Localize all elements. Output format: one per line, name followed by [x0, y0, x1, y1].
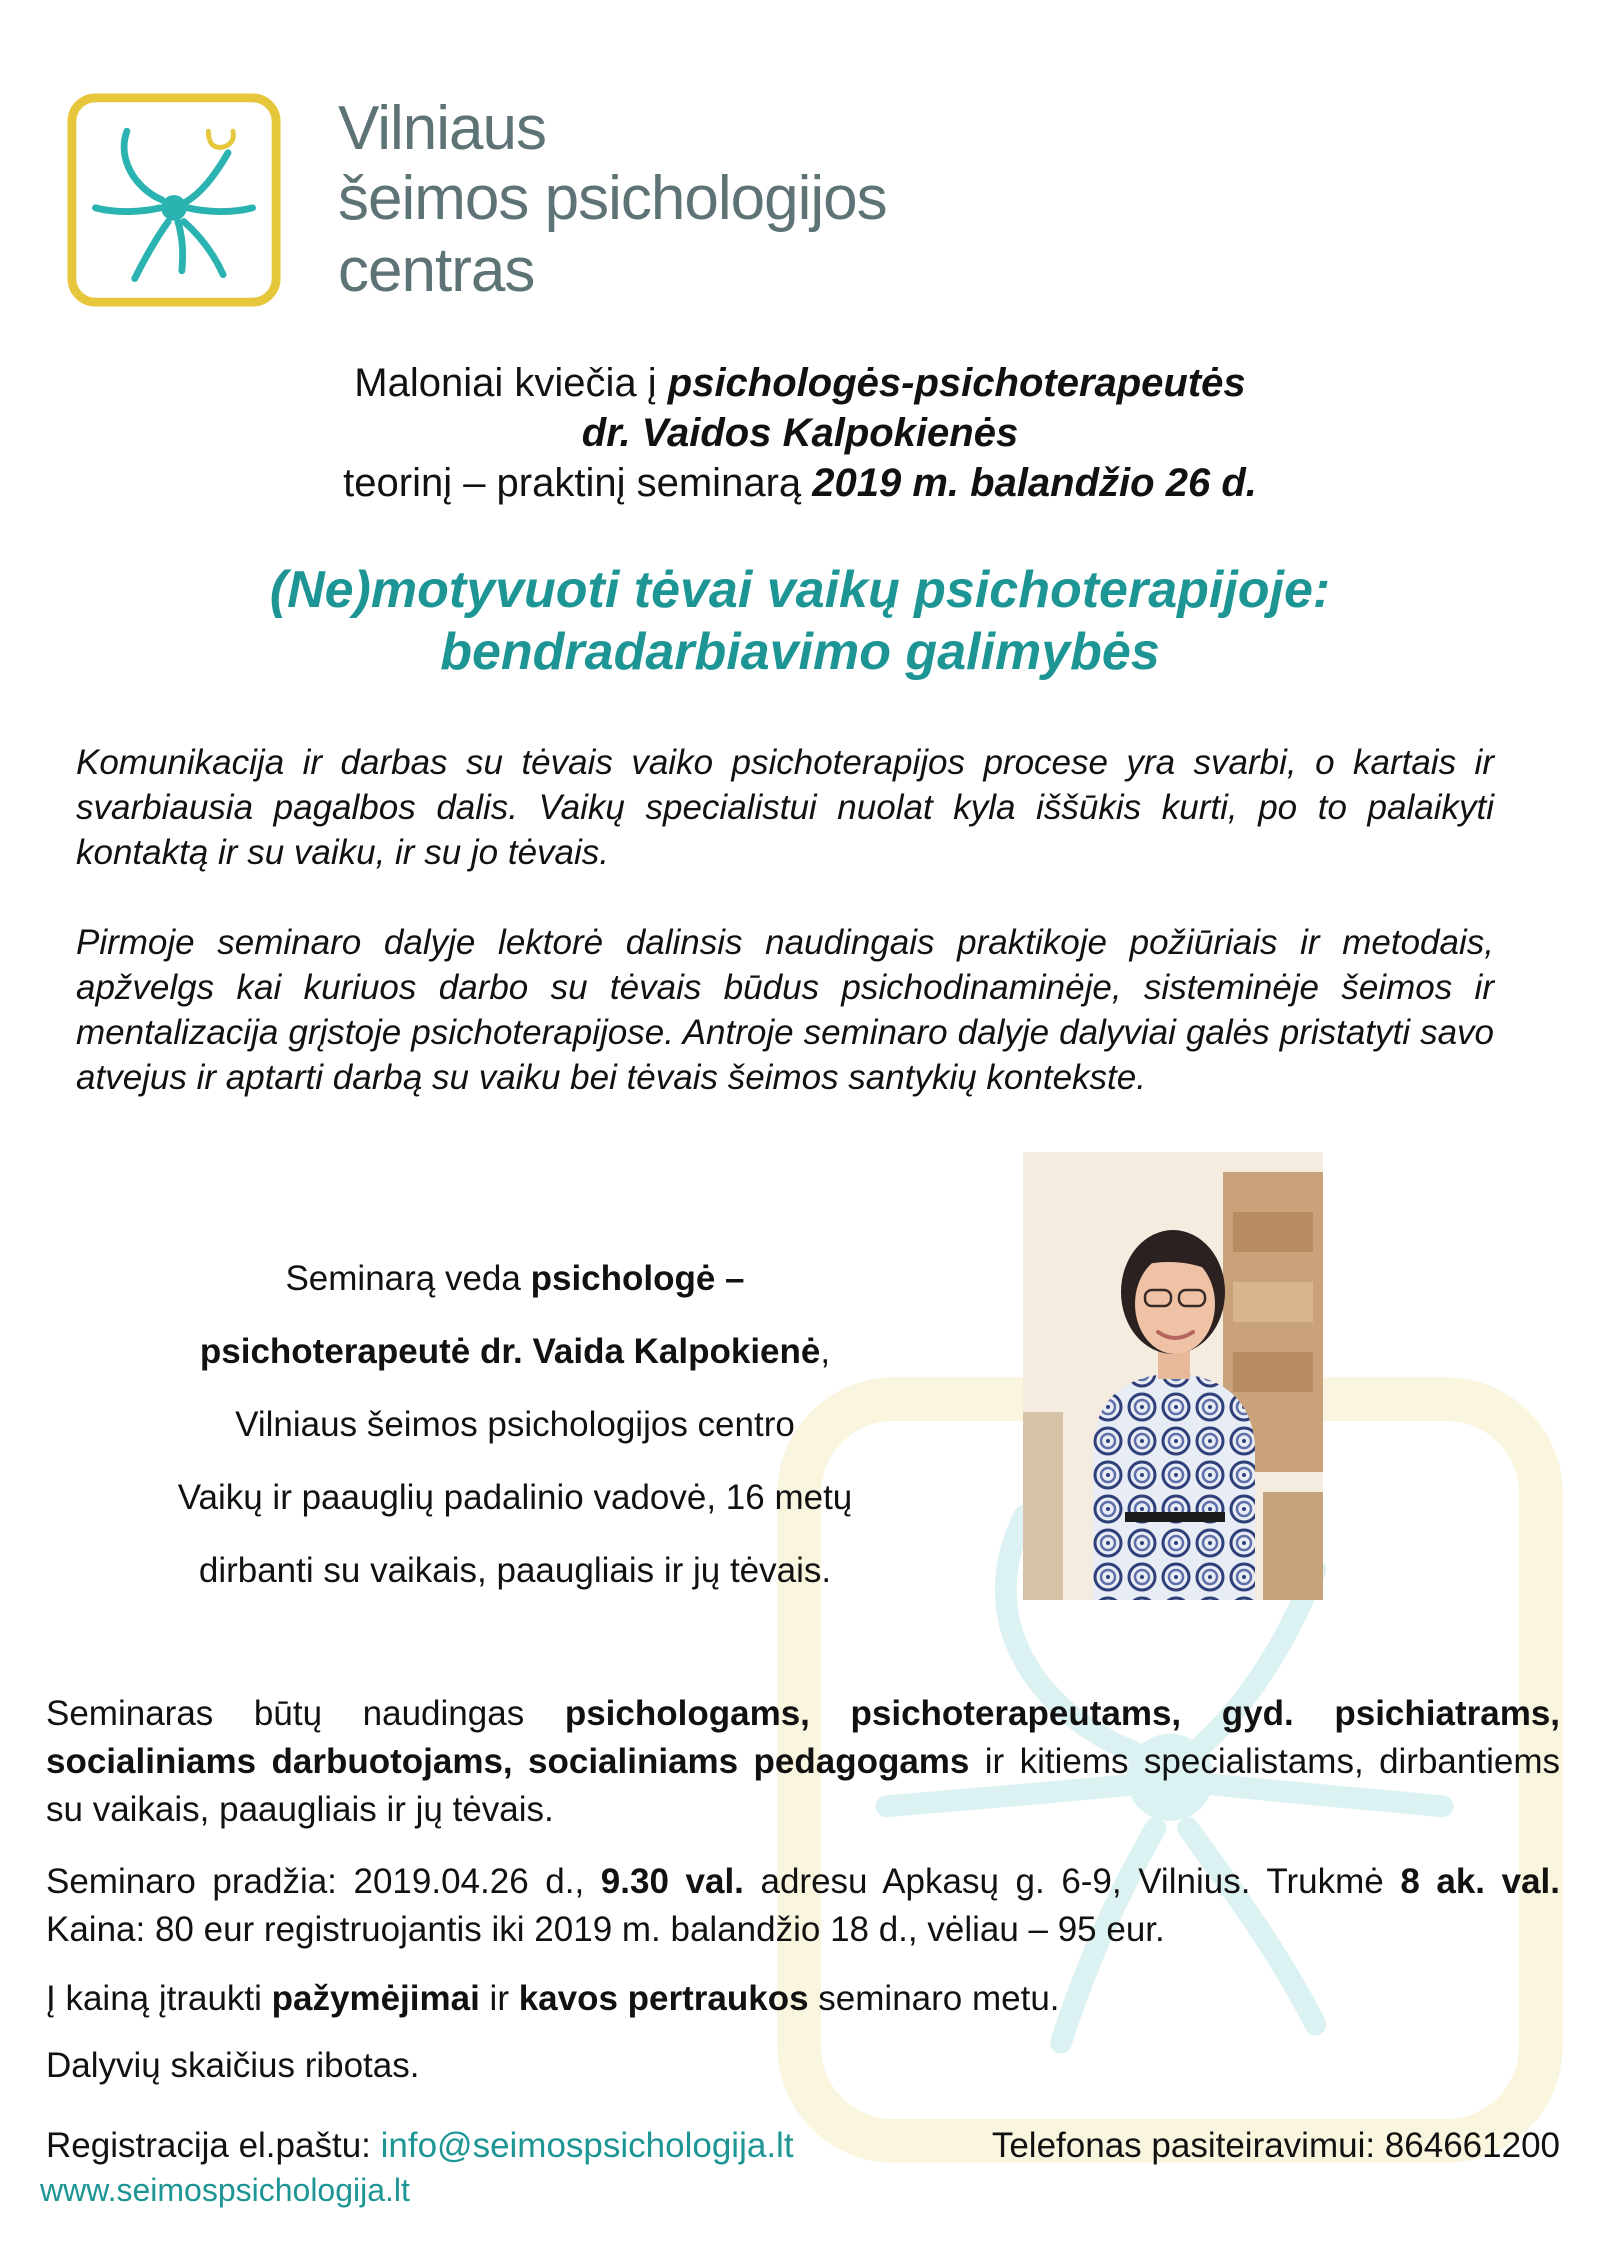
details-price: Kaina: 80 eur registruojantis iki 2019 m. balandžio 18 d., vėliau – 95 eur.: [46, 1910, 1165, 1949]
included-certificates: pažymėjimai: [271, 1979, 480, 2018]
details-address: adresu Apkasų g. 6-9, Vilnius. Trukmė: [743, 1862, 1401, 1901]
target-audience: [46, 1690, 1560, 1834]
seminar-title-line-2: bendradarbiavimo galimybės: [440, 623, 1160, 681]
invitation-date: 2019 m. balandžio 26 d.: [812, 461, 1257, 505]
lecturer-name: psichoterapeutė dr. Vaida Kalpokienė: [199, 1332, 821, 1371]
seminar-title-line-1: (Ne)motyvuoti tėvai vaikų psichoterapijoje:: [269, 561, 1331, 619]
invitation-seminar-text: teorinį – praktinį seminarą: [343, 461, 813, 505]
included-coffee-breaks: kavos pertraukos: [518, 1979, 809, 2018]
invitation-text: Maloniai kviečia į: [354, 361, 668, 405]
family-figure-logo-icon: [66, 92, 282, 308]
included-text: Į kainą įtraukti: [46, 1979, 272, 2018]
logo-text-line-2: šeimos psichologijos: [338, 164, 887, 233]
lecturer-comma: ,: [820, 1332, 831, 1371]
registration-label: Registracija el.paštu:: [46, 2126, 381, 2165]
registration-line: [46, 2122, 794, 2170]
price-includes: [46, 1975, 1560, 2023]
invitation-line-1: [0, 358, 1600, 408]
audience-text: Seminaras būtų naudingas: [46, 1694, 565, 1733]
description-paragraph-2: Pirmoje seminaro dalyje lektorė dalinsis naudingais praktikoje požiūriais ir metodais, apžvelgs kai kuriuos darbo su tėvais būdus psichodinaminėje, sisteminėje šeimos ir mentalizacija grįstoje psichoterapijose. Antroje seminaro dalyje dalyviai galės pristatyti savo atvejus ir aptarti darbą su vaiku bei tėvais šeimos santykių kontekste.: [76, 923, 1494, 1097]
seminar-details: [46, 1858, 1560, 1954]
lecturer-line-5: dirbanti su vaikais, paaugliais ir jų tėvais.: [198, 1551, 832, 1590]
lecturer-role: psichologė –: [530, 1259, 745, 1298]
included-text-end: seminaro metu.: [808, 1979, 1060, 2018]
lecturer-line-3: Vilniaus šeimos psichologijos centro: [235, 1405, 795, 1444]
invitation-lecturer-name: dr. Vaidos Kalpokienės: [581, 411, 1019, 455]
lecturer-photo: [1023, 1152, 1323, 1600]
logo-text-line-3: centras: [338, 236, 535, 305]
lecturer-info: [90, 1242, 940, 1607]
lecturer-line-4: Vaikų ir paauglių padalinio vadovė, 16 metų: [177, 1478, 853, 1517]
registration-email-link[interactable]: info@seimospsichologija.lt: [380, 2126, 794, 2165]
lecturer-line-2: [90, 1315, 940, 1388]
invitation-role: psichologės-psichoterapeutės: [667, 361, 1246, 405]
details-duration: 8 ak. val.: [1400, 1862, 1561, 1901]
description-paragraph-1: Komunikacija ir darbas su tėvais vaiko psichoterapijos procese yra svarbi, o kartais ir svarbiausia pagalbos dalis. Vaikų specialistui nuolat kyla iššūkis kurti, po to palaikyti kontaktą ir su vaiku, ir su jo tėvais.: [76, 743, 1494, 872]
audience-professions: psichologams, psichoterapeutams, gyd. psichiatrams, socialiniams darbuotojams, socialiniams pedagogams: [46, 1694, 1561, 1781]
limited-participants: Dalyvių skaičius ribotas.: [46, 2046, 420, 2085]
details-start: Seminaro pradžia: 2019.04.26 d.,: [46, 1862, 601, 1901]
lecturer-line-1: [90, 1242, 940, 1315]
details-time: 9.30 val.: [600, 1862, 744, 1901]
invitation-line-3: [0, 458, 1600, 508]
audience-text-end: ir kitiems specialistams, dirbantiems su vaikais, paaugliais ir jų tėvais.: [46, 1742, 1560, 1829]
included-and: ir: [479, 1979, 519, 2018]
website-link[interactable]: www.seimospsichologija.lt: [40, 2172, 410, 2208]
phone-info: Telefonas pasiteiravimui: 864661200: [991, 2126, 1560, 2165]
lecturer-text: Seminarą veda: [285, 1259, 531, 1298]
logo-text-line-1: Vilniaus: [338, 94, 547, 163]
